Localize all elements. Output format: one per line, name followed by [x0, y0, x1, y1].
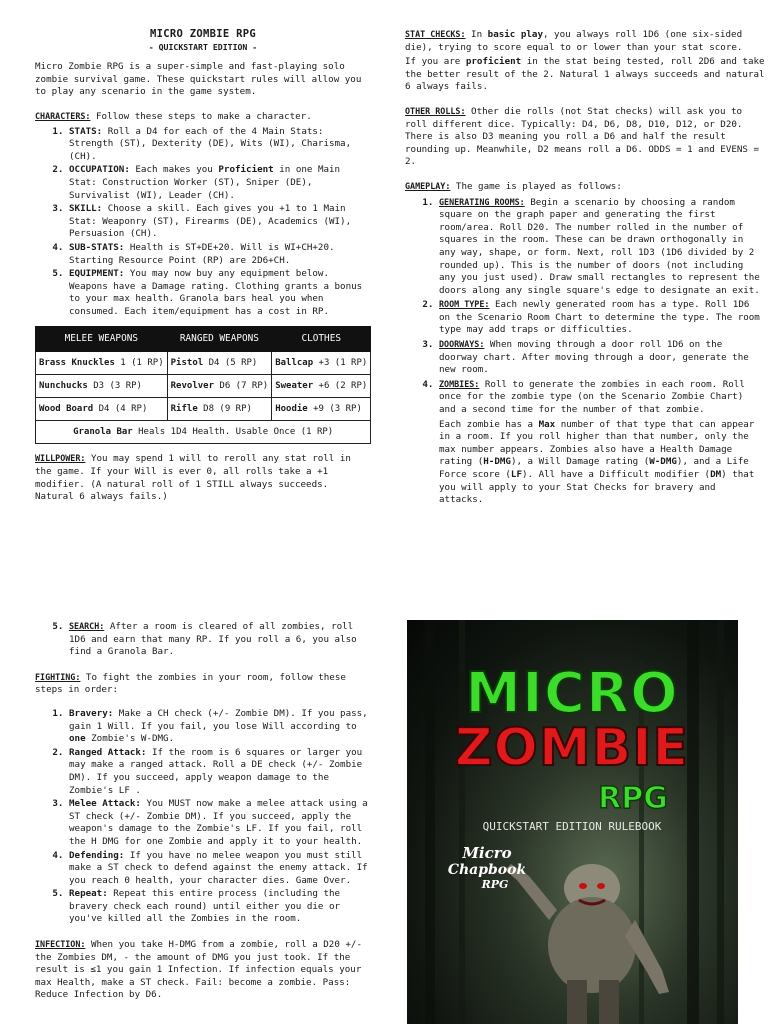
table-cell [272, 375, 371, 398]
text: in the stat being tested, roll 2D6 and take the better result of the 2. Natural 1 always succeeds and natural 6 always fails. [405, 56, 765, 93]
cover-art [407, 620, 738, 1024]
right-column-top [405, 28, 765, 508]
step-ranged-attack [69, 747, 371, 797]
cover-title-rpg: RPG [598, 781, 668, 816]
step-text: Each newly generated room has a type. Roll 1D6 on the Scenario Room Chart to determine the type. The room type may add traps or difficulties. [439, 299, 760, 336]
step-label: OCCUPATION: [69, 164, 130, 176]
step-label: SEARCH: [69, 621, 105, 631]
infection-heading: INFECTION: [35, 939, 86, 950]
step-label: Repeat: [69, 888, 108, 900]
publisher-line: Micro [462, 844, 512, 862]
willpower-text: You may spend 1 will to reroll any stat roll in the game. If your Will is ever 0, all rolls take a +1 modifier. (A natural roll of 1 STILL always succeeds. Natural 6 always fails.) [35, 453, 351, 503]
gameplay-steps-list [405, 196, 765, 507]
step-label: ZOMBIES: [439, 378, 480, 389]
step-label: STATS: [69, 125, 103, 137]
step-text: You may now buy any equipment below. Weapons have a Damage rating. Clothing grants a bonus to your max health. Granola bars heal you when consumed. Each item/equipment has a cost in RP. [69, 268, 363, 317]
text: ), a Will Damage rating ( [510, 456, 650, 468]
step-substats [69, 242, 371, 267]
step-defending [69, 850, 371, 888]
item-name: Revolver [170, 381, 214, 392]
step-skill [69, 203, 371, 241]
item-name: Sweater [275, 381, 314, 392]
step-repeat [69, 888, 371, 926]
item-stat: 1 (1 RP) [114, 358, 164, 369]
step-stats [69, 126, 371, 164]
intro-paragraph: Micro Zombie RPG is a super-simple and fast-playing solo zombie survival game. These quickstart rules will allow you to play any scenario in the game system. [35, 61, 362, 98]
document-subtitle: - QUICKSTART EDITION - [148, 41, 258, 52]
text: The game is played as follows: [450, 180, 622, 192]
document-title: MICRO ZOMBIE RPG [150, 28, 256, 40]
item-name: Rifle [170, 404, 198, 415]
table-cell [167, 398, 272, 421]
willpower-heading: WILLPOWER: [35, 453, 86, 464]
characters-heading: CHARACTERS: [35, 110, 91, 121]
table-cell [167, 375, 272, 398]
item-stat: +6 (2 RP) [313, 381, 368, 392]
table-cell [36, 421, 371, 444]
step-bravery [69, 708, 371, 746]
bold-term: H-DMG [483, 456, 511, 468]
table-cell [36, 352, 168, 375]
header-ranged: RANGED WEAPONS [167, 327, 272, 352]
item-stat: D4 (5 RP) [203, 358, 258, 369]
table-row [36, 352, 371, 375]
willpower-section [35, 452, 371, 503]
table-cell [272, 398, 371, 421]
text: ). All have a Difficult modifier ( [522, 469, 711, 480]
step-room-type [439, 298, 765, 337]
item-stat: D6 (7 RP) [214, 381, 269, 392]
table-row [36, 398, 371, 421]
step-text: If you have no melee weapon you must still make a ST check to defend against the enemy attack. If you reach 0 health, your character dies. Game Over. [69, 849, 368, 886]
other-rolls-heading: OTHER ROLLS: [405, 105, 466, 116]
step-label: EQUIPMENT: [69, 268, 125, 280]
left-column-bottom [35, 620, 371, 1002]
table-footer-row [36, 421, 371, 444]
fighting-heading: FIGHTING: [35, 671, 81, 682]
step-text: Zombie's W-DMG. [85, 733, 175, 745]
left-column-top [35, 28, 371, 504]
text: To fight the zombies in your room, follow these steps in order: [35, 671, 346, 696]
step-text: Roll a D4 for each of the 4 Main Stats: Strength (ST), Dexterity (DE), Wits (WI), Charisma, (CH). [69, 125, 352, 162]
step-generating-rooms [439, 196, 765, 298]
step-bold: Proficient [218, 164, 274, 176]
equipment-table [35, 326, 371, 444]
bold-term: one [69, 733, 86, 745]
step-text: in one Main Stat: Construction Worker (ST), Sniper (DE), Survivalist (WI), Leader (CH). [69, 164, 341, 201]
text: In [465, 29, 488, 40]
gameplay-heading: GAMEPLAY: [405, 180, 451, 191]
step-label: SUB-STATS: [69, 241, 125, 253]
step-text: You MUST now make a melee attack using a ST check (+/- Zombie DM). If you succeed, apply the weapon's damage to the Zombie's LF. If you fail, roll the H DMG for one Zombie and apply it to your health. [69, 798, 368, 847]
step-label: Bravery: [69, 707, 114, 719]
step-label: Ranged Attack: [69, 746, 147, 758]
item-name: Ballcap [275, 358, 314, 369]
fighting-steps-list [35, 708, 371, 926]
step-text: Begin a scenario by choosing a random square on the graph paper and generating the first room/area. Roll D20. The number rolled in the number of squares in the room. These can be drawn orthogonally in any way, shape, or form. Next, roll 1D3 (1D6 divided by 2 rounded up). This is the number of doors (not including any you just used). Draw small rectangles to represent the doors along any single square's edge to designate an exit. [439, 196, 760, 296]
other-rolls-section [405, 105, 765, 169]
table-cell [167, 352, 272, 375]
item-stat: +9 (3 RP) [307, 404, 362, 415]
bold-term: proficient [465, 56, 522, 68]
table-cell [272, 352, 371, 375]
item-stat: D3 (3 RP) [87, 381, 142, 392]
item-stat: +3 (1 RP) [313, 358, 368, 369]
step-label: SKILL: [69, 203, 103, 215]
step-search [69, 620, 371, 659]
step-text: Make a CH check (+/- Zombie DM). If you pass, gain 1 Will. If you fail, you lose Will according to [69, 707, 368, 732]
item-name: Wood Board [39, 404, 94, 415]
cover-image [407, 620, 738, 1024]
item-stat: D4 (4 RP) [93, 404, 148, 415]
bold-term: LF [510, 469, 522, 480]
item-name: Nunchucks [39, 381, 88, 392]
step-occupation [69, 164, 371, 202]
step-text: When moving through a door roll 1D6 on the doorway chart. After moving through a door, generate the new room. [439, 339, 749, 376]
item-name: Granola Bar [73, 427, 133, 438]
item-stat: D8 (9 RP) [197, 404, 252, 415]
text: ) that you will apply to your Stat Checks for bravery and attacks. [439, 469, 755, 506]
header-clothes: CLOTHES [272, 327, 371, 352]
step-label: DOORWAYS: [439, 339, 485, 350]
stat-checks-heading: STAT CHECKS: [405, 29, 466, 39]
step-label: GENERATING ROOMS: [439, 196, 525, 207]
gameplay-section [405, 180, 765, 194]
step-equipment [69, 268, 371, 318]
zombie-details [439, 419, 765, 507]
table-cell [36, 375, 168, 398]
cover-title-zombie: ZOMBIE [454, 718, 690, 778]
step-text: After a room is cleared of all zombies, roll 1D6 and earn that many RP. If you roll a 6, you also find a Granola Bar. [69, 621, 357, 658]
step-text: Roll to generate the zombies in each room. Roll once for the zombie type (on the Scenario Zombie Chart) and a second time for the number of that zombie. [439, 378, 745, 416]
search-step-list [35, 620, 371, 659]
bold-term: DM [710, 469, 722, 480]
table-cell [36, 398, 168, 421]
step-text: Health is ST+DE+20. Will is WI+CH+20. Starting Resource Point (RP) are 2D6+CH. [69, 241, 335, 266]
publisher-line: Chapbook [447, 862, 527, 878]
table-row [36, 375, 371, 398]
text: number of that type that can appear in a room. If you roll higher than that number, only the max number appears. Zombies also have a Health Damage rating ( [439, 418, 755, 468]
item-stat: Heals 1D4 Health. Usable Once (1 RP) [132, 427, 334, 438]
step-melee-attack [69, 798, 371, 848]
stat-checks-proficient [405, 56, 765, 94]
stat-checks-section [405, 28, 765, 54]
publisher-line: RPG [481, 878, 509, 891]
item-name: Brass Knuckles [39, 358, 115, 369]
text: When you take H-DMG from a zombie, roll a D20 +/- the Zombies DM, - the amount of DMG you just took. If the result is ≤1 you gain 1 Infection. If infection equals your max Health, make a ST check. Fail: become a zombie. Pass: Reduce Infection by D6. [35, 939, 362, 1001]
item-name: Hoodie [275, 404, 308, 415]
step-zombies [439, 378, 765, 507]
step-text: If the room is 6 squares or larger you may make a ranged attack. Roll a DE check (+/- Zombie DM). If you succeed, apply weapon damage to the Zombie's LF . [69, 746, 363, 796]
characters-lead: Follow these steps to make a character. [90, 110, 312, 122]
bold-term: Max [538, 418, 556, 430]
step-doorways [439, 338, 765, 377]
step-label: Melee Attack: [69, 798, 141, 810]
text: If you are [405, 56, 466, 68]
step-label: Defending: [69, 849, 125, 861]
step-label: ROOM TYPE: [439, 299, 490, 310]
character-steps-list [35, 126, 371, 319]
step-text: Repeat this entire process (including the bravery check each round) until either you die or you've killed all the Zombies in the room. [69, 888, 341, 925]
zombie-figure [505, 864, 669, 1024]
cover-title-micro: MICRO [465, 661, 679, 726]
text: ), and a Life Force score ( [439, 456, 749, 480]
header-melee: MELEE WEAPONS [36, 327, 168, 352]
step-text: Each makes you [129, 164, 219, 176]
text: Each zombie has a [439, 418, 539, 430]
bold-term: basic play [487, 29, 543, 40]
item-name: Pistol [170, 358, 204, 369]
equipment-header-row [36, 327, 371, 352]
characters-section [35, 110, 371, 124]
cover-edition: QUICKSTART EDITION RULEBOOK [482, 820, 662, 833]
bold-term: W-DMG [649, 456, 677, 468]
text: , you always roll 1D6 (one six-sided die), trying to score equal to or lower than your stat score. [405, 29, 743, 53]
text: Other die rolls (not Stat checks) will ask you to roll different dice. Typically: D4, D6, D8, D10, D12, or D20. There is also D3 meaning you roll a D6 and half the result rounding up. Meanwhile, D2 means roll a D6. ODDS = 1 and EVENS = 2. [405, 105, 760, 168]
infection-section [35, 938, 371, 1002]
step-text: Choose a skill. Each gives you +1 to 1 Main Stat: Weaponry (ST), Firearms (DE), Academics (WI), Persuasion (CH). [69, 203, 352, 240]
fighting-section [35, 671, 371, 697]
